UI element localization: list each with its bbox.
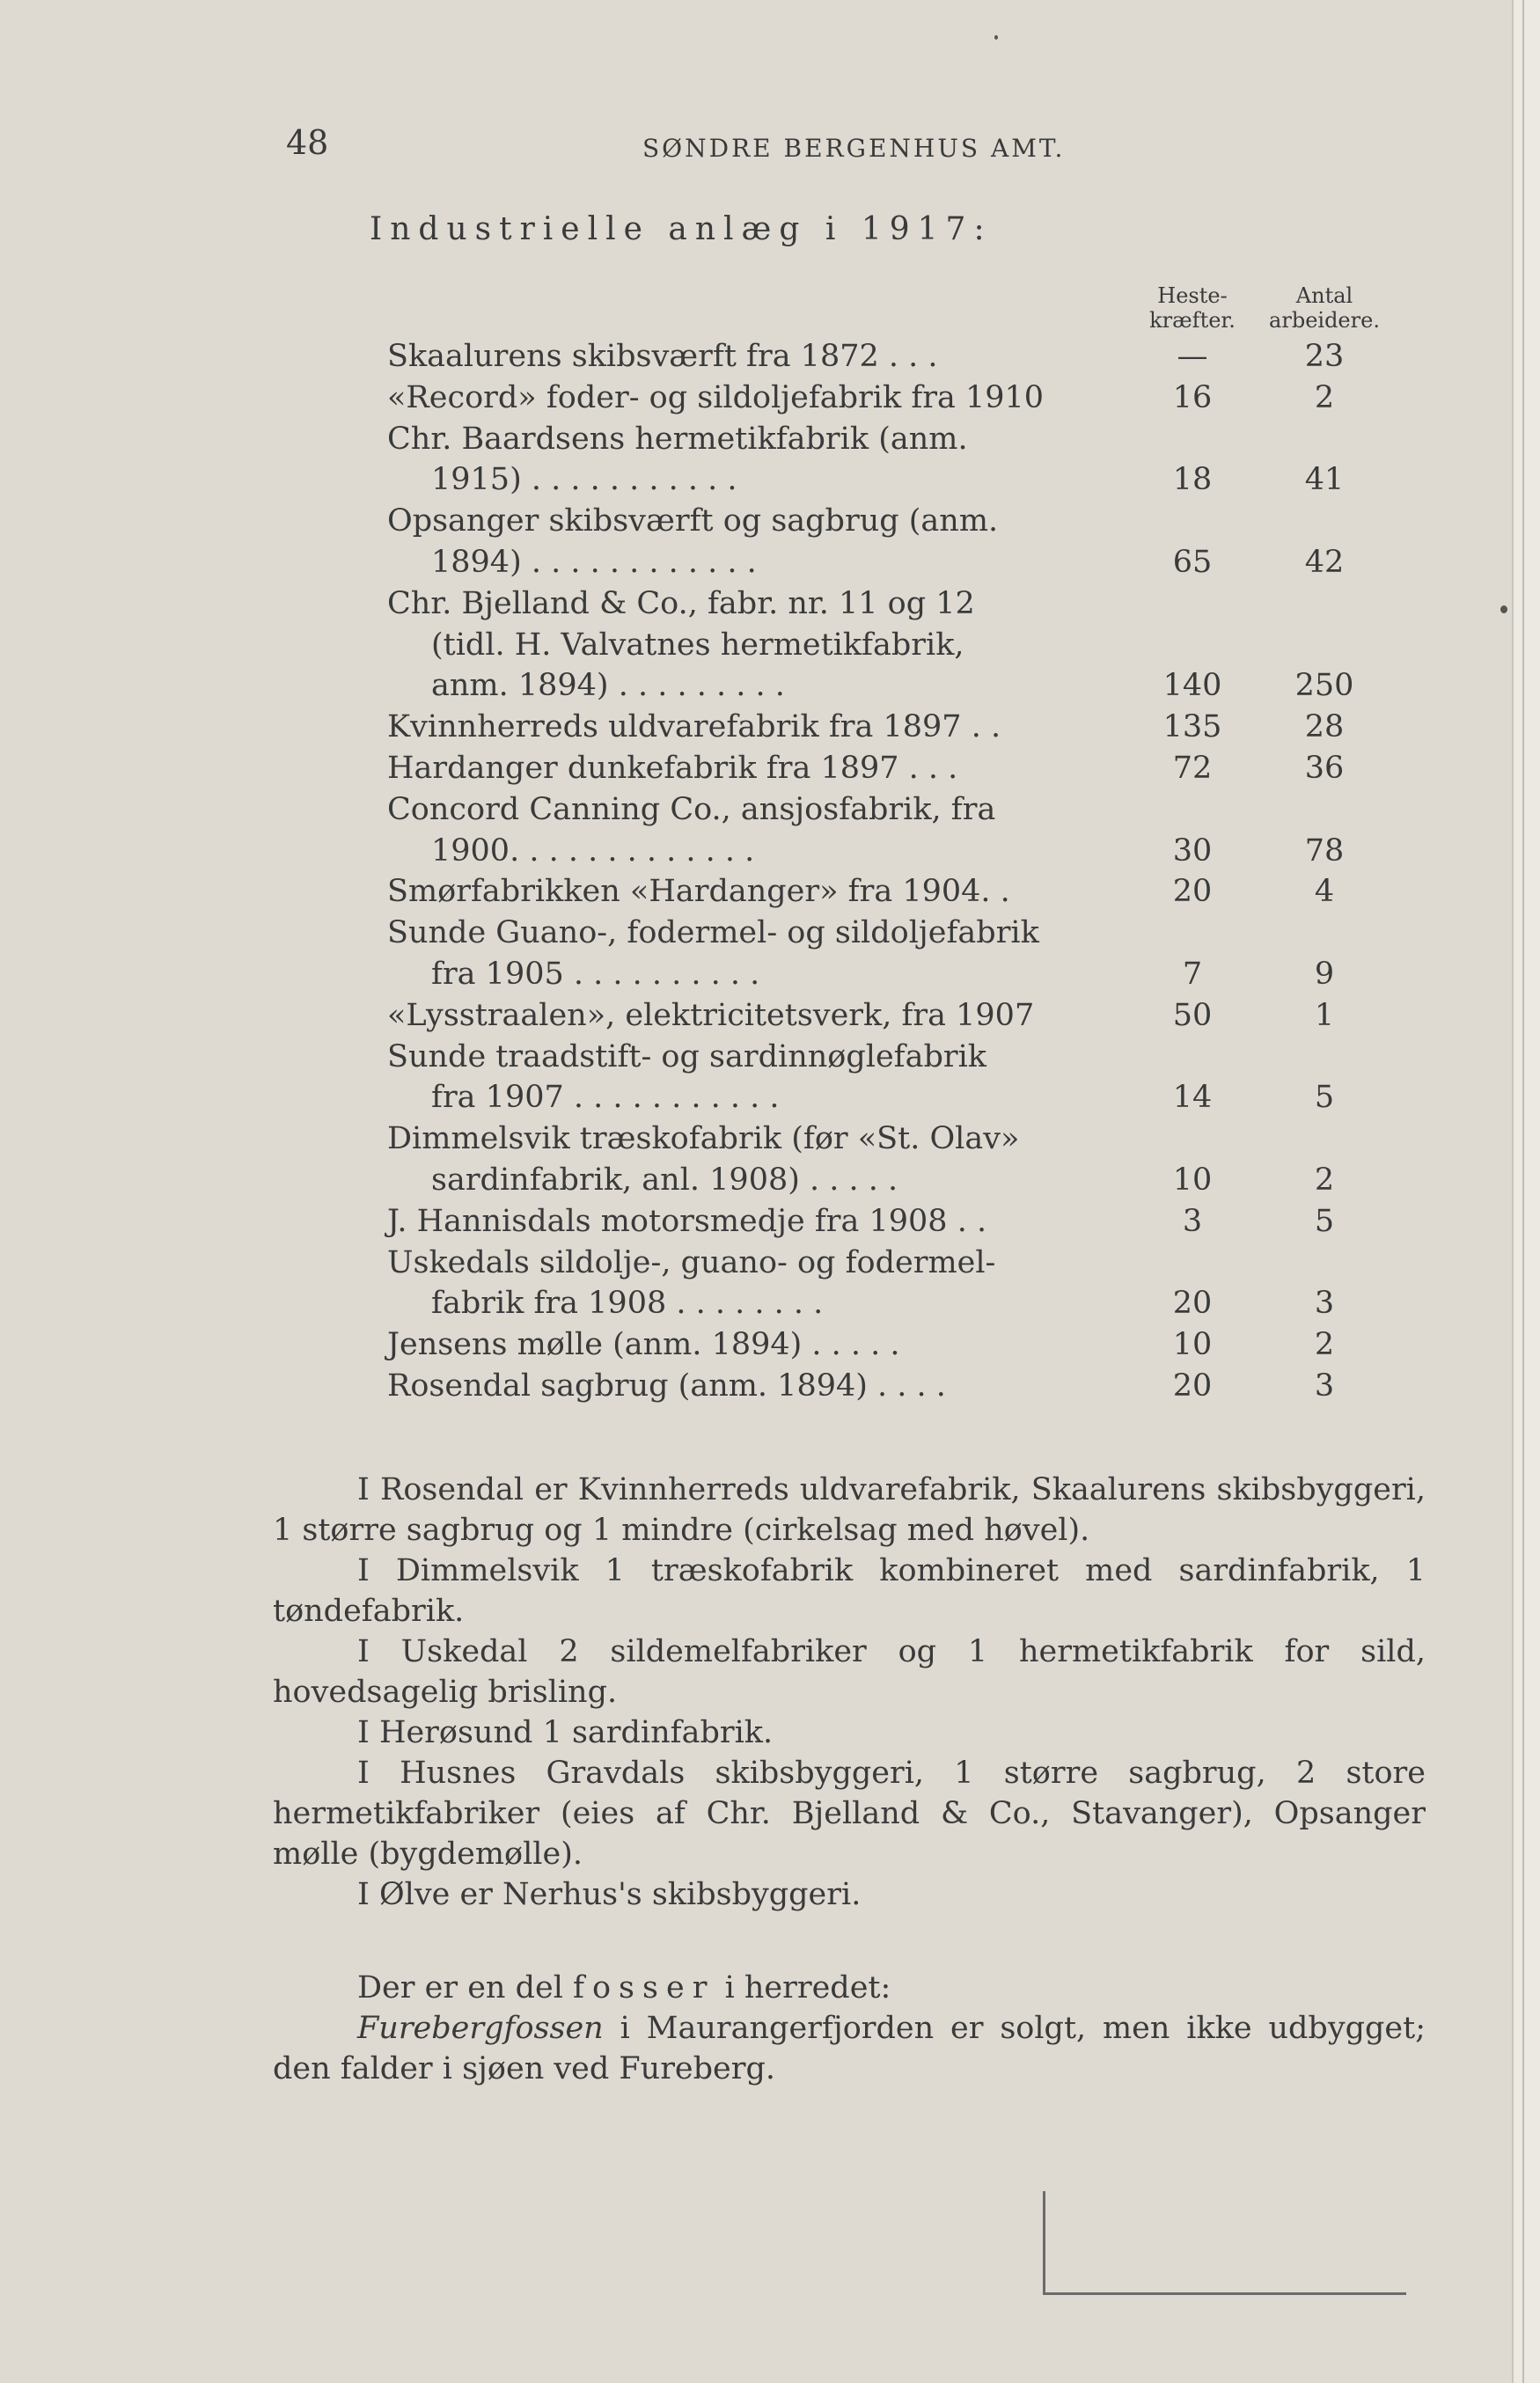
row-label: Chr. Bjelland & Co., fabr. nr. 11 og 12: [387, 585, 975, 621]
row-workers: 23: [1304, 339, 1345, 374]
row-workers: 2: [1314, 379, 1335, 415]
note-paragraph: I Herøsund 1 sardinfabrik.: [357, 1715, 774, 1750]
row-workers: 9: [1314, 957, 1335, 992]
table-row: [0, 913, 1452, 953]
row-workers: 5: [1314, 1080, 1335, 1116]
row-horsepower: 20: [1172, 1368, 1213, 1404]
row-workers: 4: [1314, 874, 1335, 910]
row-horsepower: 30: [1172, 832, 1213, 869]
table-row: [0, 459, 1452, 500]
falls-intro-text: i herredet:: [715, 1970, 891, 2005]
page-edge: [1512, 0, 1540, 2383]
row-horsepower: 3: [1182, 1203, 1203, 1239]
row-horsepower: 65: [1172, 545, 1213, 580]
row-label: anm. 1894) . . . . . . . . .: [431, 668, 785, 704]
row-horsepower: 14: [1172, 1080, 1213, 1116]
table-row: [0, 995, 1452, 1036]
table-row: [0, 1201, 1452, 1242]
table-row: [0, 336, 1452, 377]
row-label: fra 1907 . . . . . . . . . . .: [431, 1080, 780, 1116]
note-paragraph: I Husnes Gravdals skibsbyggeri, 1 større sagbrug, 2 store hermetikfabriker (eies af Chr. Bjelland & Co., Stavanger), Opsanger mølle (bygdemølle).: [273, 1756, 1426, 1872]
table-row: [0, 542, 1452, 583]
column-header-line: Antal: [1295, 283, 1353, 308]
row-workers: 78: [1304, 832, 1345, 869]
row-label: Smørfabrikken «Hardanger» fra 1904. .: [387, 874, 1010, 910]
row-label: Kvinnherreds uldvarefabrik fra 1897 . .: [387, 709, 1001, 745]
row-label: Concord Canning Co., ansjosfabrik, fra: [387, 791, 996, 827]
table-row: [0, 501, 1452, 541]
ink-speck: [994, 35, 998, 40]
row-label: Sunde traadstift- og sardinnøglefabrik: [387, 1038, 987, 1074]
row-label: Hardanger dunkefabrik fra 1897 . . .: [387, 751, 958, 786]
row-workers: 41: [1304, 462, 1345, 498]
row-workers: 3: [1314, 1286, 1335, 1322]
row-horsepower: 72: [1172, 751, 1213, 786]
table-row: [0, 748, 1452, 788]
column-header-horsepower: [1118, 283, 1267, 333]
table-row: [0, 625, 1452, 665]
table-row: [0, 871, 1452, 912]
row-workers: 5: [1314, 1203, 1335, 1239]
page-number: 48: [286, 123, 329, 162]
row-horsepower: 140: [1162, 668, 1222, 704]
table-row: [0, 419, 1452, 459]
note-paragraph: I Rosendal er Kvinnherreds uldvarefabrik, Skaalurens skibsbyggeri, 1 større sagbrug og 1 mindre (cirkelsag med høvel).: [273, 1472, 1426, 1548]
row-label: Jensens mølle (anm. 1894) . . . . .: [387, 1327, 900, 1363]
table-row: [0, 954, 1452, 994]
row-label: J. Hannisdals motorsmedje fra 1908 . .: [387, 1203, 987, 1239]
table-row: [0, 1160, 1452, 1200]
row-label: fabrik fra 1908 . . . . . . . .: [431, 1286, 824, 1322]
row-label: sardinfabrik, anl. 1908) . . . . .: [431, 1162, 898, 1198]
table-row: [0, 707, 1452, 747]
table-row: [0, 1118, 1452, 1159]
row-horsepower: 7: [1182, 957, 1203, 992]
row-label: (tidl. H. Valvatnes hermetikfabrik,: [431, 627, 964, 663]
falls-intro-text: Der er en del: [357, 1970, 574, 2005]
row-horsepower: 135: [1162, 709, 1222, 745]
section-title: Industrielle anlæg i 1917:: [370, 211, 993, 247]
fall-name: Furebergfossen: [357, 2011, 604, 2046]
row-label: Rosendal sagbrug (anm. 1894) . . . .: [387, 1368, 946, 1404]
row-horsepower: —: [1177, 339, 1208, 374]
row-workers: 42: [1304, 545, 1345, 580]
row-label: Dimmelsvik træskofabrik (før «St. Olav»: [387, 1121, 1020, 1157]
table-row: [0, 1037, 1452, 1077]
row-workers: 36: [1304, 751, 1345, 786]
row-label: 1915) . . . . . . . . . . .: [431, 462, 737, 498]
row-label: 1894) . . . . . . . . . . . .: [431, 545, 757, 580]
row-label: Opsanger skibsværft og sagbrug (anm.: [387, 503, 999, 539]
row-horsepower: 20: [1172, 874, 1213, 910]
table-row: [0, 831, 1452, 871]
table-row: [0, 1243, 1452, 1283]
row-horsepower: 16: [1172, 379, 1213, 415]
table-row: [0, 1324, 1452, 1365]
row-workers: 2: [1314, 1162, 1335, 1198]
falls-intro-spaced: fosser: [573, 1970, 715, 2005]
row-horsepower: 20: [1172, 1286, 1213, 1322]
table-row: [0, 583, 1452, 624]
column-header-line: kræfter.: [1149, 308, 1236, 333]
row-horsepower: 10: [1172, 1162, 1213, 1198]
library-stamp-frame: [1043, 2191, 1406, 2295]
row-workers: 1: [1314, 997, 1335, 1033]
row-workers: 28: [1304, 709, 1345, 745]
row-horsepower: 50: [1172, 997, 1213, 1033]
row-label: Sunde Guano-, fodermel- og sildoljefabrik: [387, 915, 1039, 951]
ink-speck: [1500, 605, 1507, 613]
falls-intro: [273, 1968, 1426, 2008]
row-label: «Lysstraalen», elektricitetsverk, fra 1907: [387, 997, 1035, 1033]
running-header: SØNDRE BERGENHUS AMT.: [642, 134, 1066, 163]
note-paragraph: I Dimmelsvik 1 træskofabrik kombineret med sardinfabrik, 1 tøndefabrik.: [273, 1553, 1426, 1629]
column-header-line: Heste-: [1157, 283, 1228, 308]
note-paragraph: I Uskedal 2 sildemelfabriker og 1 hermetikfabrik for sild, hovedsagelig brisling.: [273, 1634, 1426, 1710]
table-row: [0, 1283, 1452, 1323]
table-row: [0, 1077, 1452, 1118]
fall-text: i Maurangerfjorden er solgt, men ikke udbygget; den falder i sjøen ved Fureberg.: [273, 2011, 1426, 2086]
row-workers: 3: [1314, 1368, 1335, 1404]
row-label: «Record» foder- og sildoljefabrik fra 1910: [387, 379, 1045, 415]
row-workers: 2: [1314, 1327, 1335, 1363]
table-row: [0, 378, 1452, 418]
falls-description: [273, 2008, 1426, 2089]
row-label: Uskedals sildolje-, guano- og fodermel-: [387, 1244, 996, 1280]
column-header-workers: [1250, 283, 1399, 333]
row-label: Skaalurens skibsværft fra 1872 . . .: [387, 339, 938, 374]
row-label: 1900. . . . . . . . . . . . .: [431, 832, 755, 869]
table-row: [0, 789, 1452, 830]
row-label: fra 1905 . . . . . . . . . .: [431, 957, 760, 992]
table-row: [0, 665, 1452, 706]
row-label: Chr. Baardsens hermetikfabrik (anm.: [387, 421, 968, 457]
row-horsepower: 18: [1172, 462, 1213, 498]
note-paragraph: I Ølve er Nerhus's skibsbyggeri.: [357, 1877, 862, 1912]
row-horsepower: 10: [1172, 1327, 1213, 1363]
table-row: [0, 1366, 1452, 1406]
column-header-line: arbeidere.: [1269, 308, 1380, 333]
row-workers: 250: [1294, 668, 1354, 704]
